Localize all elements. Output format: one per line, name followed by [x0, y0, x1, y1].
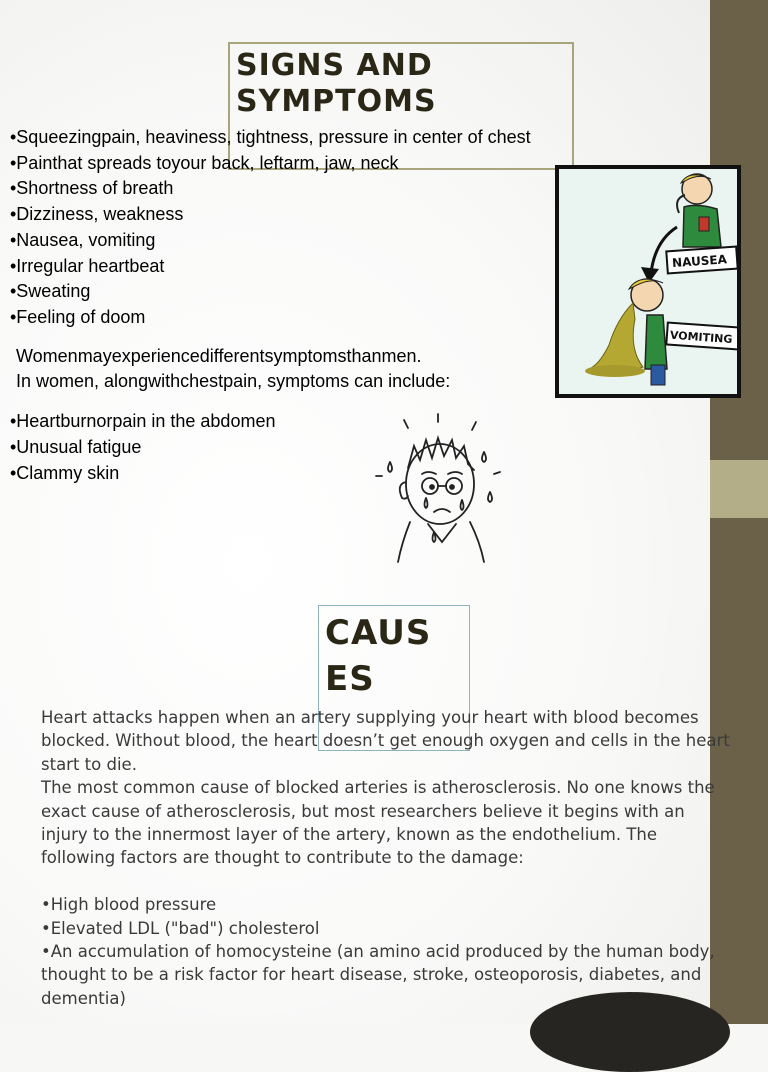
list-item: •Shortness of breath [10, 178, 174, 199]
list-item: •Unusual fatigue [10, 437, 142, 457]
list-item: •Nausea, vomiting [10, 229, 156, 250]
sweating-person-icon [372, 412, 502, 567]
decorative-band-accent [710, 460, 768, 518]
causes-paragraph-1: Heart attacks happen when an artery supplying your heart with blood becomes blocked. Without blood, the heart doesn’t get enough oxygen and cells in the heart start to die. [41, 708, 730, 774]
comic-drawing-icon [559, 169, 737, 394]
causes-paragraph-2: The most common cause of blocked arteries is atherosclerosis. No one knows the exact cause of atherosclerosis, but most researchers believe it begins with an injury to the innermost layer of the artery, known as the endothelium. The following factors are thought to contribute to the damage: [41, 778, 715, 868]
list-item: •Irregular heartbeat [10, 255, 165, 276]
nausea-vomiting-comic [555, 165, 741, 398]
list-item: •Squeezingpain, heaviness, tightness, pressure in center of chest [10, 127, 531, 147]
list-item: •Sweating [10, 281, 91, 302]
list-item: •Painthat spreads toyour back, leftarm, jaw, neck [10, 152, 399, 173]
women-note [16, 344, 450, 394]
list-item: •Feeling of doom [10, 306, 146, 327]
causes-title: CAUS ES [325, 613, 432, 699]
decorative-bottom-shape [530, 992, 730, 1072]
list-item: •An accumulation of homocysteine (an amino acid produced by the human body, thought to be a risk factor for heart disease, stroke, osteoporosis, diabetes, and dementia) [41, 942, 715, 1008]
symptom-list [10, 125, 531, 331]
list-item: •Clammy skin [10, 463, 120, 483]
comic-label-nausea: NAUSEA [671, 252, 728, 271]
signs-title: SIGNS AND SYMPTOMS [236, 48, 437, 119]
women-symptom-list [10, 408, 275, 486]
list-item: •Dizziness, weakness [10, 204, 184, 225]
causes-body [41, 706, 731, 1010]
list-item: •Heartburnorpain in the abdomen [10, 411, 276, 431]
list-item: •High blood pressure [41, 895, 217, 915]
women-intro-line-2: In women, alongwithchestpain, symptoms can include: [16, 371, 451, 391]
comic-label-vomiting: VOMITING [669, 328, 733, 347]
paragraph-spacer [41, 870, 731, 893]
women-intro-line-1: Womenmayexperiencedifferentsymptomsthanmen. [16, 346, 422, 366]
list-item: •Elevated LDL ("bad") cholesterol [41, 918, 320, 938]
